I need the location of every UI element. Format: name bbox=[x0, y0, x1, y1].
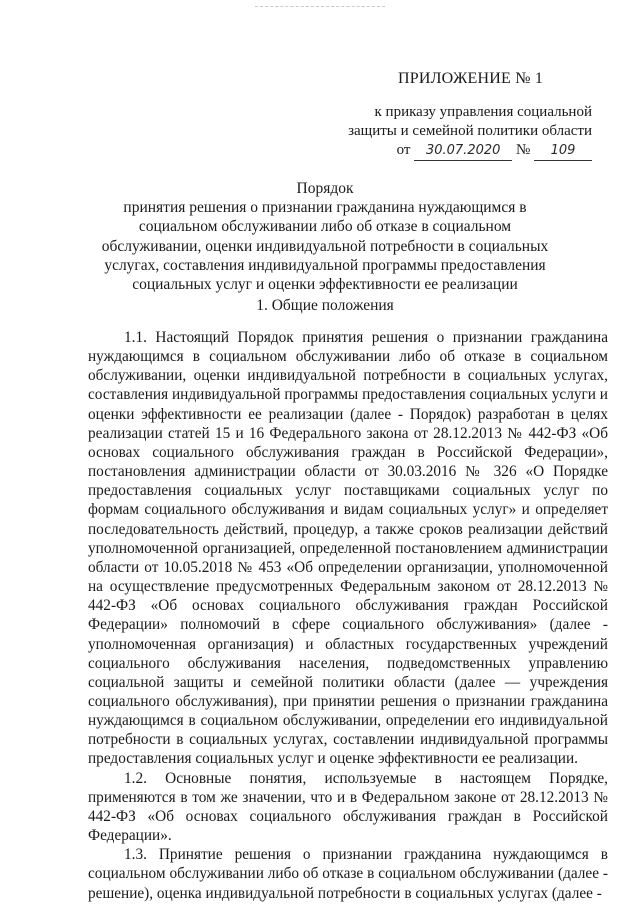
scan-artifact bbox=[255, 6, 385, 7]
paragraph-1-1: 1.1. Настоящий Порядок принятия решения о признании гражданина нуждающимся в социальном обслуживании либо об отказе в социальном обслуживании, оценки индивидуальной потребности в социальных услугах, составления индивидуальной программы предоставления социальных услуги и оценки эффективности ее реализации (далее - Порядок) разработан в целях реализации статей 15 и 16 Федерального закона от 28.12.2013 № 442-ФЗ «Об основах социального обслуживания граждан в Российской Федерации», постановления администрации области от 30.03.2016 № 326 «О Порядке предоставления социальных услуг поставщиками социальных услуг по формам социального обслуживания и видам социальных услуг» и определяет последовательность действий, процедур, а также сроков реализации действий уполномоченной организацией, определенной постановлением администрации области от 10.05.2018 № 453 «Об определении организации, уполномоченной на осуществление предусмотренных Федеральным законом от 28.12.2013 № 442-ФЗ «Об основах социального обслуживания граждан Российской Федерации» полномочий в сфере социального обслуживания» (далее - уполномоченная организация) и областных государственных учреждений социального обслуживания населения, подведомственных управлению социальной защиты и семейной политики области (далее — учреждения социального обслуживания), при принятии решения о признании гражданина нуждающимся в социальном обслуживании, определении его индивидуальной потребности в социальных услугах, составлении индивидуальной программы предоставления социальных услуг и оценке эффективности ее реализации. bbox=[88, 329, 608, 768]
document-title: Порядок bbox=[296, 180, 354, 197]
order-reference-line-2: защиты и семейной политики области bbox=[348, 123, 592, 139]
document-body bbox=[88, 328, 608, 903]
number-prefix: № bbox=[515, 142, 531, 158]
order-reference bbox=[300, 103, 592, 161]
section-heading: 1. Общие положения bbox=[256, 297, 394, 314]
order-date-number-line bbox=[300, 141, 592, 161]
appendix-label: ПРИЛОЖЕНИЕ № 1 bbox=[398, 70, 544, 87]
handwritten-number: 109 bbox=[534, 141, 592, 161]
paragraph-1-3: 1.3. Принятие решения о признании гражданина нуждающимся в социальном обслуживании либо об отказе в социальном обслуживании (далее - решение), оценка индивидуальной потребности в социальных услугах (далее - bbox=[88, 846, 608, 902]
paragraph-1-2: 1.2. Основные понятия, используемые в настоящем Порядке, применяются в том же значении, что и в Федеральном законе от 28.12.2013 № 442-ФЗ «Об основах социального обслуживания граждан в Российской Федерации». bbox=[88, 769, 608, 845]
order-reference-line-1: к приказу управления социальной bbox=[374, 104, 592, 120]
handwritten-date: 30.07.2020 bbox=[414, 141, 512, 161]
date-prefix: от bbox=[396, 142, 411, 158]
document-subtitle: принятия решения о признании гражданина нуждающимся в социальном обслуживании либо об отказе в социальном обслуживании, оценки индивидуальной потребности в социальных услугах, составления индивидуальной программы предоставления социальных услуг и оценки эффективности ее реализации bbox=[101, 199, 549, 294]
